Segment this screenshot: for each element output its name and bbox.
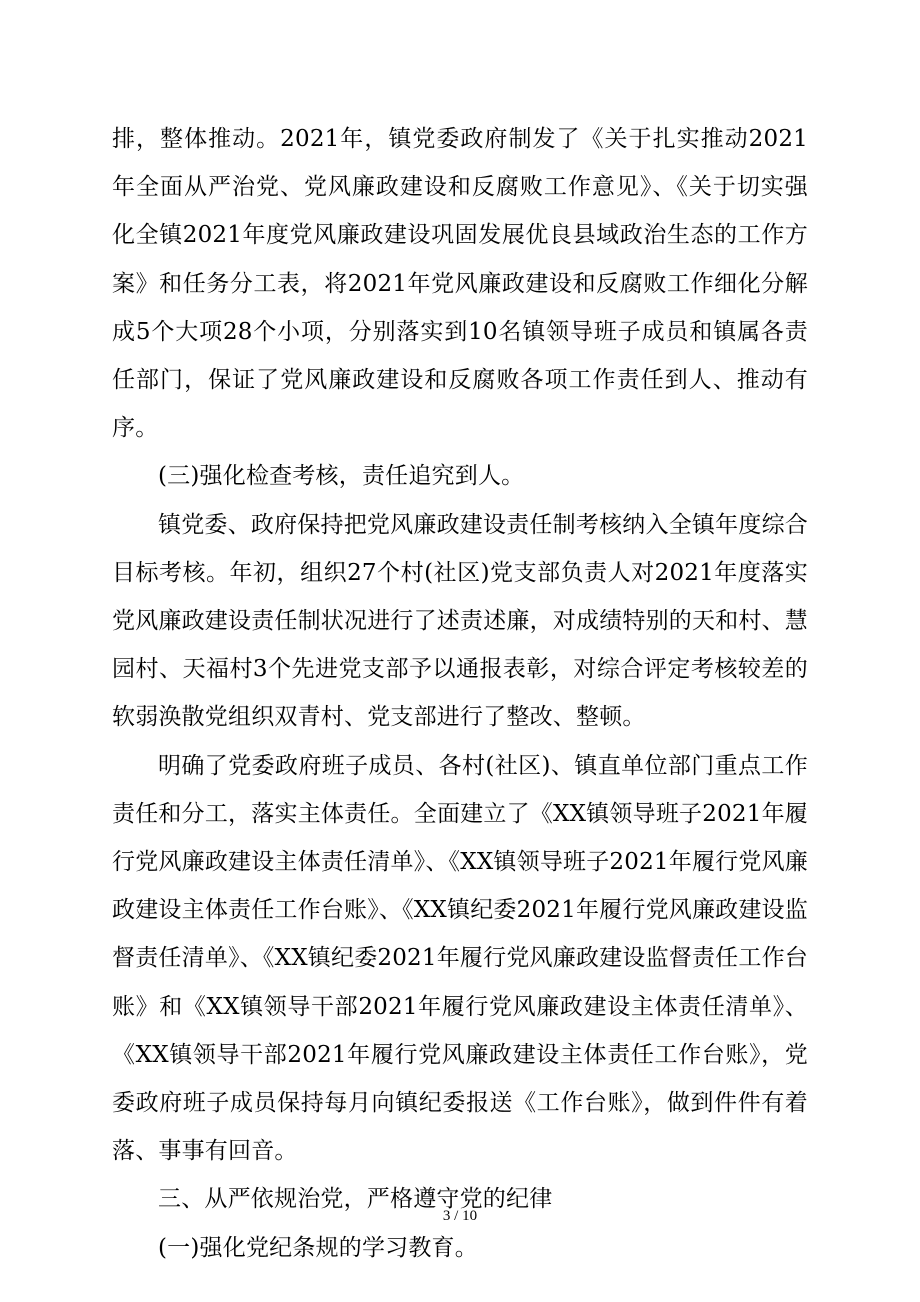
paragraph-4: 明确了党委政府班子成员、各村(社区)、镇直单位部门重点工作责任和分工，落实主体责任。全面建立了《XX镇领导班子2021年履行党风廉政建设主体责任清单》、《XX镇领导班子2021年履行党风廉政建设主体责任工作台账》、《XX镇纪委2021年履行党风廉政建设监督责任清单》、《XX镇纪委2021年履行党风廉政建设监督责任工作台账》和《XX镇领导干部2021年履行党风廉政建设主体责任清单》、《XX镇领导干部2021年履行党风廉政建设主体责任工作台账》，党委政府班子成员保持每月向镇纪委报送《工作台账》，做到件件有着落、事事有回音。 [112,752,808,1165]
document-body [112,115,808,1272]
paragraph-1: 排，整体推动。2021年，镇党委政府制发了《关于扎实推动2021年全面从严治党、党风廉政建设和反腐败工作意见》、《关于切实强化全镇2021年度党风廉政建设巩固发展优良县域政治生态的工作方案》和任务分工表，将2021年党风廉政建设和反腐败工作细化分解成5个大项28个小项，分别落实到10名镇领导班子成员和镇属各责任部门，保证了党风廉政建设和反腐败各项工作责任到人、推动有序。 [112,126,808,442]
section-heading: 三、从严依规治党，严格遵守党的纪律 [158,1186,553,1213]
paragraph-3: 镇党委、政府保持把党风廉政建设责任制考核纳入全镇年度综合目标考核。年初，组织27个村(社区)党支部负责人对2021年度落实党风廉政建设责任制状况进行了述责述廉，对成绩特别的天和村、慧园村、天福村3个先进党支部予以通报表彰，对综合评定考核较差的软弱涣散党组织双青村、党支部进行了整改、整顿。 [112,511,808,731]
paragraph-2-heading: (三)强化检查考核，责任追究到人。 [158,463,525,490]
subsection-heading: (一)强化党纪条规的学习教育。 [158,1234,478,1261]
page-number: 3 / 10 [442,1208,478,1224]
